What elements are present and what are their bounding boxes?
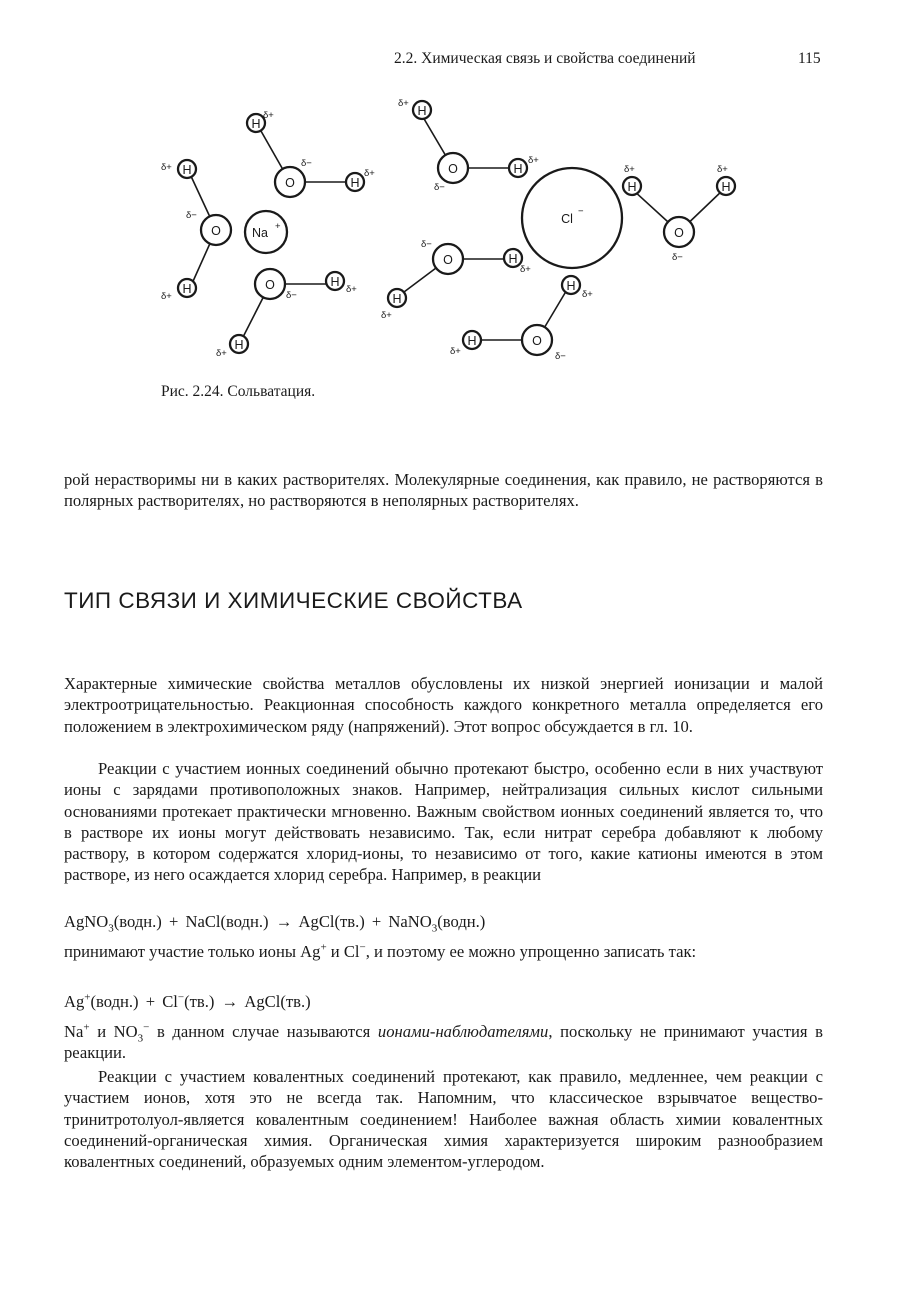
svg-text:δ+: δ+ <box>364 168 375 179</box>
svg-text:H: H <box>392 292 402 306</box>
svg-text:O: O <box>443 253 453 267</box>
svg-text:δ+: δ+ <box>161 162 172 173</box>
svg-text:δ−: δ− <box>186 210 197 221</box>
intro-paragraph: рой нерастворимы ни в каких растворителях. Молекулярные соединения, как правило, не растворяются в полярных растворителях, но растворяются в неполярных растворителях. <box>64 470 823 511</box>
spectator-ions-term: ионами-наблюдателями <box>377 1022 549 1041</box>
paragraph-metals: Характерные химические свойства металлов обусловлены их низкой энергией ионизации и малой электроотрицательностью. Реакционная способность каждого конкретного металла определяется его положением в электрохимическом ряду (напряжений). Этот вопрос обсуждается в гл. 10. <box>64 674 823 736</box>
svg-text:H: H <box>721 180 731 194</box>
svg-text:δ−: δ− <box>301 158 312 169</box>
paragraph-spectator-ions: Na+ и $NO_3^-$ в данном случае называются ионами-наблюдателями, поскольку не принимают участия в реакции. <box>64 1021 823 1063</box>
svg-text:δ+: δ+ <box>450 346 461 357</box>
chloride-solvation-cluster <box>381 98 735 362</box>
svg-text:H: H <box>566 279 576 293</box>
svg-text:H: H <box>251 117 261 131</box>
sodium-charge: + <box>275 221 281 232</box>
svg-text:δ−: δ− <box>434 182 445 193</box>
svg-text:δ−: δ− <box>286 290 297 301</box>
svg-text:δ+: δ+ <box>346 284 357 295</box>
svg-text:δ+: δ+ <box>216 348 227 359</box>
sodium-solvation-cluster <box>161 110 375 359</box>
svg-text:O: O <box>448 162 458 176</box>
svg-text:δ−: δ− <box>421 239 432 250</box>
chloride-charge: − <box>578 206 584 217</box>
svg-text:δ+: δ+ <box>717 164 728 175</box>
svg-text:δ−: δ− <box>555 351 566 362</box>
paragraph-ionic-reactions: Реакции с участием ионных соединений обычно протекают быстро, особенно если в них участвуют ионы с зарядами противоположных знаков. Например, нейтрализация сильных кислот сильными основаниями протекает практически мгновенно. Важным свойством ионных соединений является то, что в растворе их ионы могут действовать независимо. Так, если нитрат серебра добавляют к любому раствору, в котором содержатся хлорид-ионы, то независимо от того, какие катионы имеются в этом растворе, из него осаждается хлорид серебра. Например, в реакции <box>64 759 823 885</box>
svg-text:H: H <box>234 338 244 352</box>
svg-text:δ+: δ+ <box>520 264 531 275</box>
svg-text:O: O <box>532 334 542 348</box>
page-number: 115 <box>798 50 821 67</box>
svg-text:O: O <box>285 176 295 190</box>
svg-text:δ−: δ− <box>672 252 683 263</box>
sodium-ion-label: Na <box>252 226 268 240</box>
svg-text:O: O <box>211 224 221 238</box>
paragraph-covalent-reactions: Реакции с участием ковалентных соединений протекают, как правило, медленнее, чем реакции с участием ионов, хотя это не всегда так. Напомним, что классическое взрывчатое вещество-тринитротолуол-является ковалентным соединением! Наиболее важная область химии ковалентных соединений-органическая химия. Органическая химия характеризуется широким разнообразием ковалентных соединений, образуемых одним элементом-углеродом. <box>64 1067 823 1172</box>
chloride-ion-label: Cl <box>561 212 573 226</box>
svg-text:δ+: δ+ <box>398 98 409 109</box>
svg-text:H: H <box>417 104 427 118</box>
svg-text:H: H <box>627 180 637 194</box>
svg-text:δ+: δ+ <box>381 310 392 321</box>
svg-text:H: H <box>330 275 340 289</box>
equation-ionic: Ag+(водн.) + Cl−(тв.) → AgCl(тв.) <box>64 991 311 1011</box>
running-header <box>394 50 821 68</box>
svg-text:H: H <box>182 282 192 296</box>
equation-full: AgNO$_3$(водн.) + NaCl(водн.) → AgCl(тв.) + NaNO$_3$(водн.) <box>64 912 486 935</box>
solvation-figure <box>150 90 770 375</box>
svg-text:H: H <box>508 252 518 266</box>
figure-caption: Рис. 2.24. Сольватация. <box>161 383 316 400</box>
svg-text:H: H <box>182 163 192 177</box>
svg-text:δ+: δ+ <box>582 289 593 300</box>
svg-text:δ+: δ+ <box>263 110 274 121</box>
paragraph-participating-ions: принимают участие только ионы Ag+ и Cl−, и поэтому ее можно упрощенно записать так: <box>64 941 697 961</box>
svg-text:H: H <box>513 162 523 176</box>
svg-text:δ+: δ+ <box>624 164 635 175</box>
svg-text:O: O <box>674 226 684 240</box>
section-title: ТИП СВЯЗИ И ХИМИЧЕСКИЕ СВОЙСТВА <box>64 588 523 613</box>
svg-text:δ+: δ+ <box>528 155 539 166</box>
svg-text:δ+: δ+ <box>161 291 172 302</box>
svg-text:H: H <box>350 176 360 190</box>
svg-text:H: H <box>467 334 477 348</box>
running-title: 2.2. Химическая связь и свойства соединений <box>394 50 696 67</box>
svg-text:O: O <box>265 278 275 292</box>
